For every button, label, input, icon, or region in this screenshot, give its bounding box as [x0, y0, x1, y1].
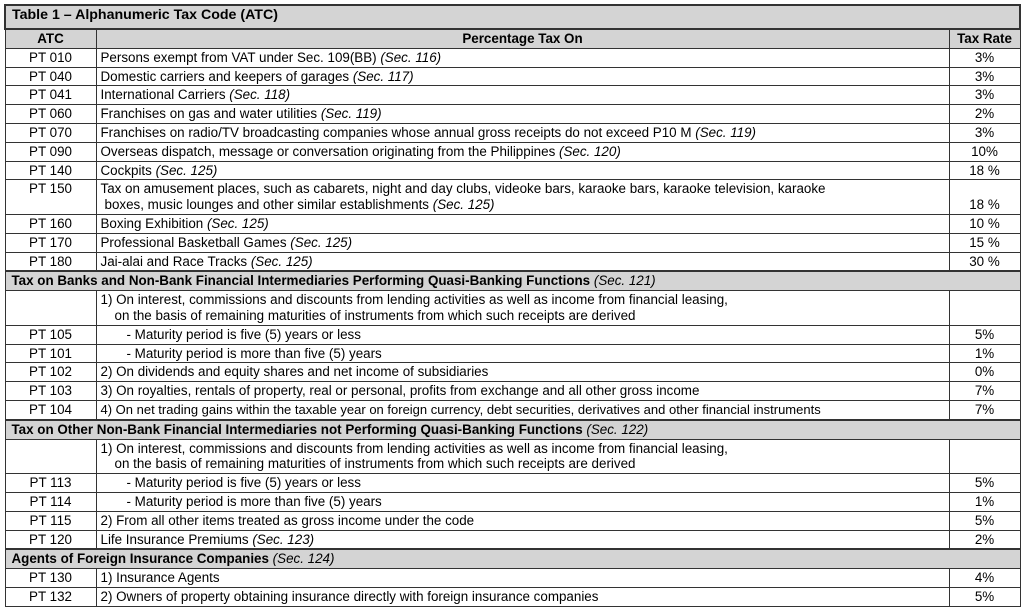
atc-code: PT 041 — [5, 86, 96, 105]
tax-rate: 10% — [949, 142, 1020, 161]
table-row — [5, 86, 1020, 105]
row-description: - Maturity period is five (5) years or less — [96, 325, 949, 344]
section-title: Tax on Other Non-Bank Financial Intermediaries not Performing Quasi-Banking Functions (Sec. 122) — [5, 420, 1020, 439]
atc-code: PT 114 — [5, 492, 96, 511]
table-row — [5, 142, 1020, 161]
row-description: - Maturity period is more than five (5) years — [96, 492, 949, 511]
table-row — [5, 105, 1020, 124]
tax-rate: 7% — [949, 382, 1020, 401]
table-row — [5, 587, 1020, 606]
row-description: Domestic carriers and keepers of garages (Sec. 117) — [96, 67, 949, 86]
tax-rate: 5% — [949, 511, 1020, 530]
atc-code: PT 180 — [5, 252, 96, 271]
atc-code: PT 170 — [5, 233, 96, 252]
atc-code: PT 140 — [5, 161, 96, 180]
atc-code: PT 132 — [5, 587, 96, 606]
row-description: Tax on amusement places, such as cabarets, night and day clubs, videoke bars, karaoke bars, karaoke television, karaoke boxes, music lounges and other similar establishments (Sec. 125) — [96, 180, 949, 215]
row-description: Franchises on gas and water utilities (Sec. 119) — [96, 105, 949, 124]
tax-rate: 0% — [949, 363, 1020, 382]
table-row — [5, 67, 1020, 86]
table-row — [5, 511, 1020, 530]
section-header-nonbank — [5, 420, 1020, 439]
row-description: 1) Insurance Agents — [96, 569, 949, 588]
atc-code: PT 060 — [5, 105, 96, 124]
tax-rate: 7% — [949, 400, 1020, 419]
tax-rate: 10 % — [949, 214, 1020, 233]
row-description: International Carriers (Sec. 118) — [96, 86, 949, 105]
atc-code: PT 120 — [5, 530, 96, 549]
atc-code: PT 101 — [5, 344, 96, 363]
row-description: Life Insurance Premiums (Sec. 123) — [96, 530, 949, 549]
tax-rate: 15 % — [949, 233, 1020, 252]
atc-code: PT 070 — [5, 123, 96, 142]
tax-rate: 5% — [949, 587, 1020, 606]
table-row — [5, 344, 1020, 363]
tax-rate: 2% — [949, 105, 1020, 124]
table-header-row — [5, 29, 1020, 48]
header-tax-rate: Tax Rate — [949, 29, 1020, 48]
tax-rate: 4% — [949, 569, 1020, 588]
atc-code: PT 160 — [5, 214, 96, 233]
atc-code: PT 040 — [5, 67, 96, 86]
atc-code: PT 150 — [5, 180, 96, 215]
row-description: Jai-alai and Race Tracks (Sec. 125) — [96, 252, 949, 271]
row-description: 3) On royalties, rentals of property, real or personal, profits from exchange and all other gross income — [96, 382, 949, 401]
row-description: - Maturity period is five (5) years or less — [96, 474, 949, 493]
table-row — [5, 530, 1020, 549]
header-atc: ATC — [5, 29, 96, 48]
table-row — [5, 400, 1020, 419]
section-title: Tax on Banks and Non-Bank Financial Intermediaries Performing Quasi-Banking Functions (Sec. 121) — [5, 271, 1020, 290]
atc-code: PT 113 — [5, 474, 96, 493]
row-description: Overseas dispatch, message or conversation originating from the Philippines (Sec. 120) — [96, 142, 949, 161]
atc-code: PT 130 — [5, 569, 96, 588]
atc-code: PT 115 — [5, 511, 96, 530]
row-description: Professional Basketball Games (Sec. 125) — [96, 233, 949, 252]
table-title-row — [5, 5, 1020, 29]
atc-code: PT 010 — [5, 48, 96, 67]
section-title: Agents of Foreign Insurance Companies (Sec. 124) — [5, 549, 1020, 568]
table-row — [5, 48, 1020, 67]
tax-rate: 18 % — [949, 180, 1020, 215]
table-row — [5, 214, 1020, 233]
tax-rate: 18 % — [949, 161, 1020, 180]
section-intro: 1) On interest, commissions and discounts from lending activities as well as income from financial leasing, on the basis of remaining maturities of instruments from which such receipts are derived — [96, 291, 949, 326]
row-description: Franchises on radio/TV broadcasting companies whose annual gross receipts do not exceed P10 M (Sec. 119) — [96, 123, 949, 142]
tax-rate: 2% — [949, 530, 1020, 549]
row-description: 2) Owners of property obtaining insurance directly with foreign insurance companies — [96, 587, 949, 606]
tax-rate: 3% — [949, 48, 1020, 67]
table-row — [5, 439, 1020, 474]
table-row — [5, 382, 1020, 401]
tax-rate: 30 % — [949, 252, 1020, 271]
atc-code: PT 090 — [5, 142, 96, 161]
atc-code: PT 102 — [5, 363, 96, 382]
tax-rate: 1% — [949, 492, 1020, 511]
table-row — [5, 233, 1020, 252]
tax-rate: 5% — [949, 474, 1020, 493]
tax-rate: 3% — [949, 123, 1020, 142]
table-row — [5, 363, 1020, 382]
atc-table — [4, 4, 1021, 607]
tax-rate: 3% — [949, 86, 1020, 105]
row-description: 4) On net trading gains within the taxable year on foreign currency, debt securities, derivatives and other financial instruments — [96, 400, 949, 419]
header-description: Percentage Tax On — [96, 29, 949, 48]
row-description: 2) On dividends and equity shares and net income of subsidiaries — [96, 363, 949, 382]
atc-code: PT 105 — [5, 325, 96, 344]
table-row — [5, 569, 1020, 588]
row-description: 2) From all other items treated as gross income under the code — [96, 511, 949, 530]
row-description: Cockpits (Sec. 125) — [96, 161, 949, 180]
section-header-banks — [5, 271, 1020, 290]
table-row — [5, 161, 1020, 180]
table-row — [5, 180, 1020, 215]
tax-rate: 5% — [949, 325, 1020, 344]
atc-code: PT 104 — [5, 400, 96, 419]
section-intro: 1) On interest, commissions and discounts from lending activities as well as income from financial leasing, on the basis of remaining maturities of instruments from which such receipts are derived — [96, 439, 949, 474]
section-header-insurance — [5, 549, 1020, 568]
table-row — [5, 123, 1020, 142]
table-row — [5, 474, 1020, 493]
table-row — [5, 492, 1020, 511]
table-row — [5, 252, 1020, 271]
tax-rate: 3% — [949, 67, 1020, 86]
row-description: - Maturity period is more than five (5) years — [96, 344, 949, 363]
table-row — [5, 325, 1020, 344]
row-description: Boxing Exhibition (Sec. 125) — [96, 214, 949, 233]
tax-rate: 1% — [949, 344, 1020, 363]
atc-code: PT 103 — [5, 382, 96, 401]
row-description: Persons exempt from VAT under Sec. 109(BB) (Sec. 116) — [96, 48, 949, 67]
table-row — [5, 291, 1020, 326]
table-title: Table 1 – Alphanumeric Tax Code (ATC) — [5, 5, 1020, 29]
